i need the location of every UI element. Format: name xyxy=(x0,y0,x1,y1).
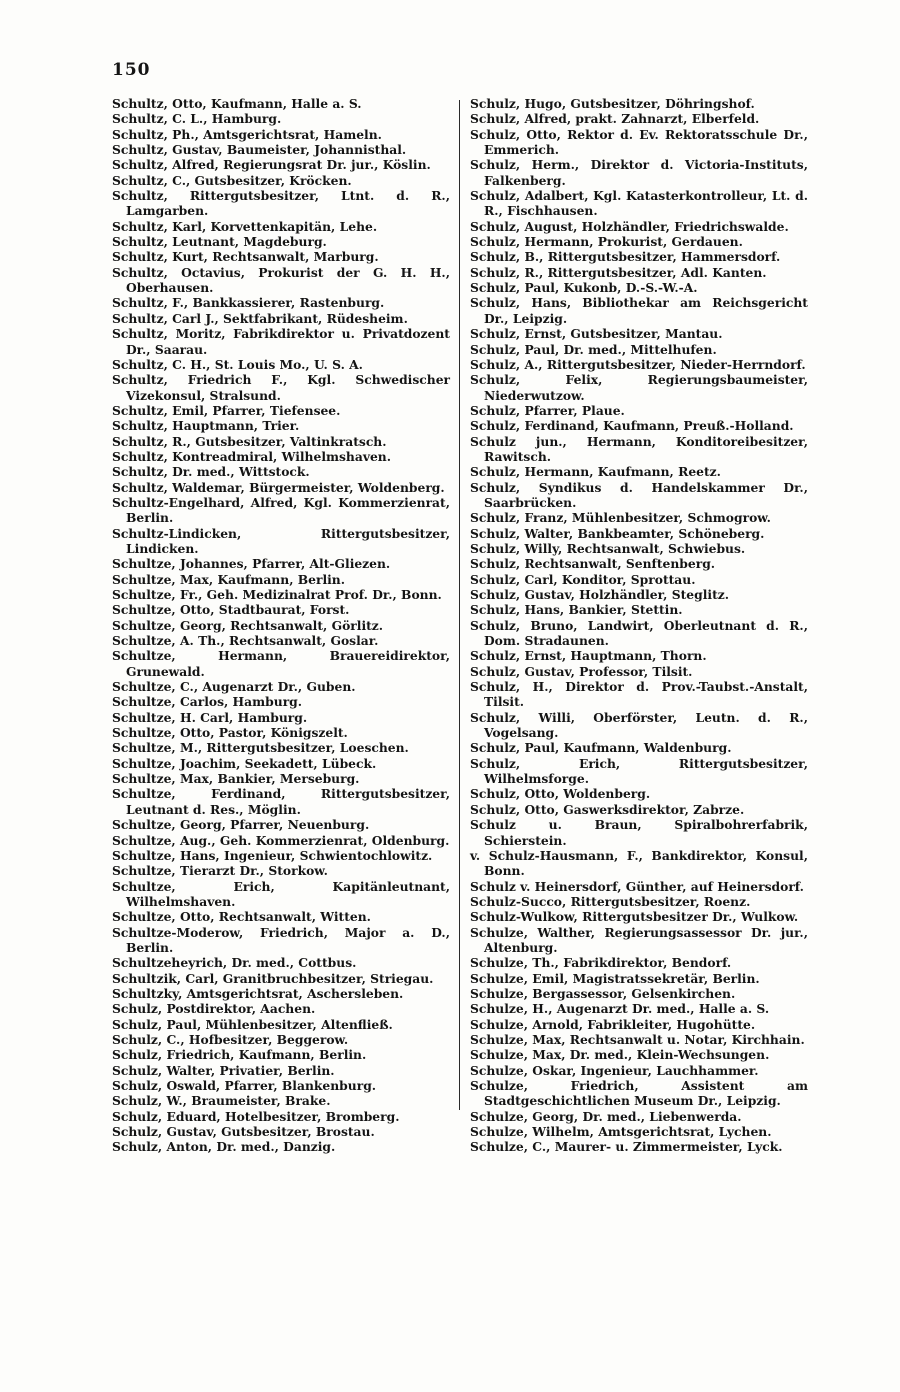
directory-entry: Schulz, Ernst, Hauptmann, Thorn. xyxy=(470,648,707,664)
directory-entry: Schultz, Ph., Amtsgerichtsrat, Hameln. xyxy=(112,126,382,142)
directory-entry: Schulz, Hans, Bankier, Stettin. xyxy=(470,602,683,618)
directory-entry: Schultz, Kurt, Rechtsanwalt, Marburg. xyxy=(112,249,379,265)
directory-entry: Schulz, H., Direktor d. Prov.-Taubst.-Anstalt, Tilsit. xyxy=(470,679,808,710)
directory-entry: Schulz, Oswald, Pfarrer, Blankenburg. xyxy=(112,1078,377,1093)
directory-entry: Schulz, Herm., Direktor d. Victoria-Instituts, Falkenberg. xyxy=(470,157,808,188)
directory-entry: Schulz, Hermann, Kaufmann, Reetz. xyxy=(470,464,721,480)
directory-entry: Schulz, Friedrich, Kaufmann, Berlin. xyxy=(112,1047,367,1063)
directory-entry: Schultze, M., Rittergutsbesitzer, Loeschen. xyxy=(112,740,409,756)
directory-entry: Schulz, Bruno, Landwirt, Oberleutnant d. R., Dom. Stradaunen. xyxy=(470,617,808,649)
directory-entry: Schultze, Ferdinand, Rittergutsbesitzer, Leutnant d. Res., Möglin. xyxy=(112,786,450,817)
directory-entry: Schultz, F., Bankkassierer, Rastenburg. xyxy=(112,295,385,311)
directory-entry: Schulze, Friedrich, Assistent am Stadtgeschichtlichen Museum Dr., Leipzig. xyxy=(470,1078,808,1109)
directory-entry: Schulze, Max, Dr. med., Klein-Wechsungen. xyxy=(470,1047,770,1063)
directory-entry: Schultze, Hermann, Brauereidirektor, Grunewald. xyxy=(112,648,450,679)
directory-entry: Schulz, B., Rittergutsbesitzer, Hammersdorf. xyxy=(470,249,781,265)
directory-entry: Schulze, Arnold, Fabrikleiter, Hugohütte. xyxy=(470,1016,756,1032)
directory-entry: Schulze, Walther, Regierungsassessor Dr. jur., Altenburg. xyxy=(470,924,808,955)
directory-entry: Schultze, H. Carl, Hamburg. xyxy=(112,709,308,725)
directory-entry: Schultze, Max, Bankier, Merseburg. xyxy=(112,771,360,787)
directory-entry: Schulz, Otto, Woldenberg. xyxy=(470,786,651,802)
directory-entry: Schultze, Tierarzt Dr., Storkow. xyxy=(112,863,328,879)
directory-entry: v. Schulz-Hausmann, F., Bankdirektor, Konsul, Bonn. xyxy=(470,847,808,879)
directory-entry: Schultz, Otto, Kaufmann, Halle a. S. xyxy=(112,96,362,111)
directory-entry: Schulz, Walter, Privatier, Berlin. xyxy=(112,1062,335,1078)
directory-entry: Schultz-Lindicken, Rittergutsbesitzer, Lindicken. xyxy=(112,525,450,556)
directory-entry: Schulz, Gustav, Professor, Tilsit. xyxy=(470,663,693,679)
directory-entry: Schulz jun., Hermann, Konditoreibesitzer, Rawitsch. xyxy=(470,433,808,464)
directory-entry: Schulze, Georg, Dr. med., Liebenwerda. xyxy=(470,1108,742,1124)
directory-entry: Schultz, Kontreadmiral, Wilhelmshaven. xyxy=(112,448,392,464)
directory-entry: Schultze, Hans, Ingenieur, Schwientochlowitz. xyxy=(112,847,433,863)
directory-entry: Schultz, Leutnant, Magdeburg. xyxy=(112,234,327,250)
directory-entry: Schulz u. Braun, Spiralbohrerfabrik, Schierstein. xyxy=(470,817,808,848)
left-column xyxy=(112,96,450,1155)
directory-entry: Schultz, Dr. med., Wittstock. xyxy=(112,464,310,480)
directory-entry: Schultz, Alfred, Regierungsrat Dr. jur., Köslin. xyxy=(112,157,431,173)
column-divider xyxy=(459,100,460,1110)
directory-entry: Schulz, Anton, Dr. med., Danzig. xyxy=(112,1139,336,1155)
directory-entry: Schulz, Willy, Rechtsanwalt, Schwiebus. xyxy=(470,540,746,556)
directory-entry: Schulz, Franz, Mühlenbesitzer, Schmogrow. xyxy=(470,510,771,526)
directory-entry: Schultze, Georg, Rechtsanwalt, Görlitz. xyxy=(112,617,384,633)
directory-entry: Schultz, Octavius, Prokurist der G. H. H., Oberhausen. xyxy=(112,264,450,296)
directory-entry: Schulz, Syndikus d. Handelskammer Dr., Saarbrücken. xyxy=(470,479,808,510)
directory-entry: Schultze, Joachim, Seekadett, Lübeck. xyxy=(112,755,377,771)
directory-entry: Schulz, Pfarrer, Plaue. xyxy=(470,402,625,418)
directory-entry: Schulz, Adalbert, Kgl. Katasterkontrolleur, Lt. d. R., Fischhausen. xyxy=(470,188,808,219)
directory-entry: Schulze, Oskar, Ingenieur, Lauchhammer. xyxy=(470,1062,759,1078)
directory-entry: Schulz, Rechtsanwalt, Senftenberg. xyxy=(470,556,716,572)
directory-entry: Schulz, Ferdinand, Kaufmann, Preuß.-Holland. xyxy=(470,418,794,434)
directory-entry: Schulz, Hermann, Prokurist, Gerdauen. xyxy=(470,234,743,250)
directory-entry: Schulze, Bergassessor, Gelsenkirchen. xyxy=(470,985,736,1001)
directory-entry: Schultze, A. Th., Rechtsanwalt, Goslar. xyxy=(112,633,379,649)
directory-entry: Schulz, Gustav, Holzhändler, Steglitz. xyxy=(470,587,730,602)
directory-entry: Schultze, Max, Kaufmann, Berlin. xyxy=(112,571,346,587)
directory-entry: Schultzky, Amtsgerichtsrat, Aschersleben. xyxy=(112,985,404,1001)
directory-entry: Schultzeheyrich, Dr. med., Cottbus. xyxy=(112,955,357,971)
directory-entry: Schultz, R., Gutsbesitzer, Valtinkratsch. xyxy=(112,433,387,449)
directory-entry: Schulz, Alfred, prakt. Zahnarzt, Elberfeld. xyxy=(470,111,760,127)
directory-entry: Schulz, Willi, Oberförster, Leutn. d. R., Vogelsang. xyxy=(470,709,808,741)
directory-entry: Schulz v. Heinersdorf, Günther, auf Heinersdorf. xyxy=(470,878,804,894)
directory-entry: Schulze, Emil, Magistratssekretär, Berlin. xyxy=(470,970,760,986)
directory-entry: Schultze, Georg, Pfarrer, Neuenburg. xyxy=(112,817,370,833)
directory-entry: Schulz, Erich, Rittergutsbesitzer, Wilhelmsforge. xyxy=(470,755,808,787)
directory-entry: Schultze, Johannes, Pfarrer, Alt-Gliezen. xyxy=(112,556,391,572)
directory-entry: Schulz, W., Braumeister, Brake. xyxy=(112,1093,331,1109)
directory-entry: Schulz, Carl, Konditor, Sprottau. xyxy=(470,571,696,587)
directory-entry: Schultze-Moderow, Friedrich, Major a. D., Berlin. xyxy=(112,924,450,955)
directory-entry: Schulz, A., Rittergutsbesitzer, Nieder-Herrndorf. xyxy=(470,356,806,372)
directory-entry: Schultz-Engelhard, Alfred, Kgl. Kommerzienrat, Berlin. xyxy=(112,494,450,526)
directory-entry: Schulz, Otto, Rektor d. Ev. Rektoratsschule Dr., Emmerich. xyxy=(470,126,808,158)
directory-entry: Schultzik, Carl, Granitbruchbesitzer, Striegau. xyxy=(112,970,434,986)
directory-entry: Schulz, C., Hofbesitzer, Beggerow. xyxy=(112,1031,349,1047)
directory-entry: Schultze, Aug., Geh. Kommerzienrat, Oldenburg. xyxy=(112,832,450,848)
directory-entry: Schultz, C. H., St. Louis Mo., U. S. A. xyxy=(112,356,363,372)
directory-entry: Schulz, August, Holzhändler, Friedrichswalde. xyxy=(470,218,789,234)
directory-entry: Schultz, Carl J., Sektfabrikant, Rüdesheim. xyxy=(112,310,408,326)
directory-entry: Schulz, Walter, Bankbeamter, Schöneberg. xyxy=(470,525,765,541)
directory-entry: Schultz, Karl, Korvettenkapitän, Lehe. xyxy=(112,218,378,234)
right-column xyxy=(470,96,808,1155)
directory-entry: Schultz, C., Gutsbesitzer, Kröcken. xyxy=(112,172,352,188)
directory-entry: Schulz, Postdirektor, Aachen. xyxy=(112,1001,316,1017)
directory-entry: Schultze, Otto, Pastor, Königszelt. xyxy=(112,725,348,741)
directory-entry: Schulz, Gustav, Gutsbesitzer, Brostau. xyxy=(112,1124,375,1140)
directory-entry: Schulz-Wulkow, Rittergutsbesitzer Dr., Wulkow. xyxy=(470,909,799,925)
directory-entry: Schultze, Carlos, Hamburg. xyxy=(112,694,303,710)
directory-entry: Schultz, Emil, Pfarrer, Tiefensee. xyxy=(112,402,341,418)
directory-entry: Schulz, Otto, Gaswerksdirektor, Zabrze. xyxy=(470,801,745,817)
directory-entry: Schulz, Hans, Bibliothekar am Reichsgericht Dr., Leipzig. xyxy=(470,295,808,326)
directory-entry: Schulze, H., Augenarzt Dr. med., Halle a. S. xyxy=(470,1001,770,1017)
directory-entry: Schulze, Max, Rechtsanwalt u. Notar, Kirchhain. xyxy=(470,1031,805,1047)
directory-entry: Schulze, Th., Fabrikdirektor, Bendorf. xyxy=(470,955,732,971)
directory-entry: Schultz, C. L., Hamburg. xyxy=(112,111,282,127)
directory-entry: Schultze, Fr., Geh. Medizinalrat Prof. Dr., Bonn. xyxy=(112,587,442,602)
directory-entry: Schultze, Erich, Kapitänleutnant, Wilhelmshaven. xyxy=(112,878,450,909)
directory-entry: Schulz, Felix, Regierungsbaumeister, Niederwutzow. xyxy=(470,372,808,403)
directory-entry: Schultze, Otto, Rechtsanwalt, Witten. xyxy=(112,909,371,925)
directory-entry: Schultz, Hauptmann, Trier. xyxy=(112,418,300,434)
directory-entry: Schulz, Paul, Mühlenbesitzer, Altenfließ. xyxy=(112,1016,393,1032)
directory-entry: Schultz, Waldemar, Bürgermeister, Woldenberg. xyxy=(112,479,445,495)
directory-entry: Schulz, Paul, Kukonb, D.-S.-W.-A. xyxy=(470,280,698,296)
directory-entry: Schulz, Eduard, Hotelbesitzer, Bromberg. xyxy=(112,1108,400,1124)
directory-entry: Schulz, Paul, Kaufmann, Waldenburg. xyxy=(470,740,732,756)
directory-entry: Schultze, C., Augenarzt Dr., Guben. xyxy=(112,679,356,695)
directory-entry: Schultz, Moritz, Fabrikdirektor u. Privatdozent Dr., Saarau. xyxy=(112,326,450,357)
directory-entry: Schultze, Otto, Stadtbaurat, Forst. xyxy=(112,602,350,618)
directory-entry: Schulz, R., Rittergutsbesitzer, Adl. Kanten. xyxy=(470,264,767,280)
directory-entry: Schultz, Rittergutsbesitzer, Ltnt. d. R., Lamgarben. xyxy=(112,188,450,219)
page-number: 150 xyxy=(112,60,151,80)
directory-entry: Schulz-Succo, Rittergutsbesitzer, Roenz. xyxy=(470,893,751,909)
directory-entry: Schulz, Ernst, Gutsbesitzer, Mantau. xyxy=(470,326,723,342)
directory-entry: Schultz, Friedrich F., Kgl. Schwedischer Vizekonsul, Stralsund. xyxy=(112,372,450,403)
directory-entry: Schulz, Paul, Dr. med., Mittelhufen. xyxy=(470,341,717,357)
directory-entry: Schulze, Wilhelm, Amtsgerichtsrat, Lychen. xyxy=(470,1124,772,1140)
directory-entry: Schulz, Hugo, Gutsbesitzer, Döhringshof. xyxy=(470,96,755,111)
directory-entry: Schulze, C., Maurer- u. Zimmermeister, Lyck. xyxy=(470,1139,783,1155)
directory-entry: Schultz, Gustav, Baumeister, Johannisthal. xyxy=(112,142,407,158)
